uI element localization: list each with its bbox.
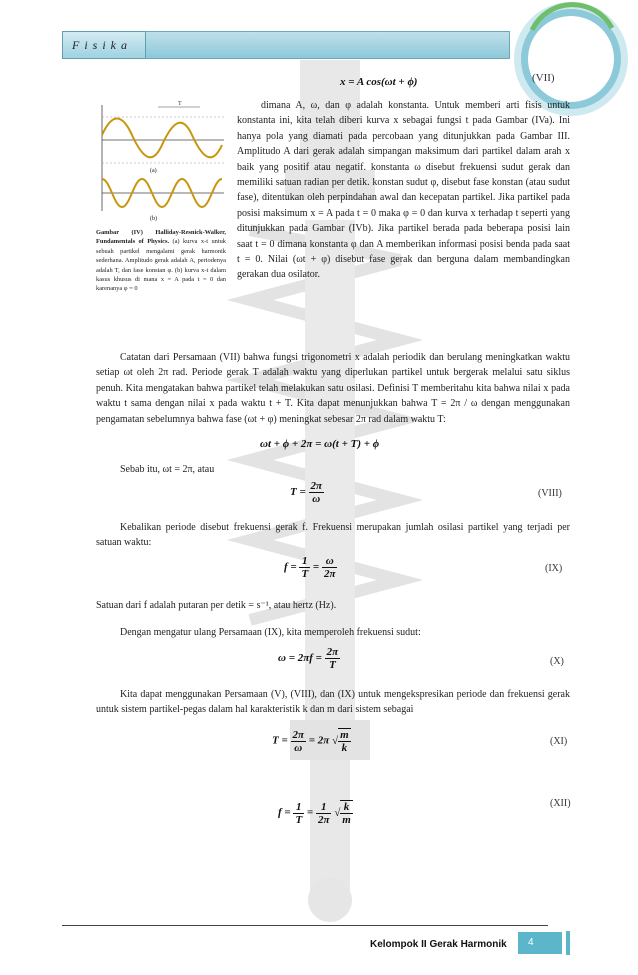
eq-xii-radicand-numerator: k [340,801,353,814]
subject-tab: F i s i k a [62,31,146,59]
equation-number-viii: (VIII) [538,488,562,499]
equation-x [278,646,340,671]
eq-x-lhs: ω = 2πf = [278,652,322,665]
page-number-edge [566,931,570,955]
eq-xi-lhs: T = [272,734,288,747]
eq-ix-fraction-a [299,555,310,580]
equation-vii: x = A cos(ωt + ϕ) [340,76,418,88]
eq-xi-sqrt-icon: √ [332,735,339,747]
eq-ix-b-denominator: 2π [323,568,336,580]
eq-x-denominator: T [329,659,336,671]
paragraph-angular-frequency: Dengan mengatur ulang Persamaan (IX), kita memperoleh frekuensi sudut: [120,627,421,638]
eq-xii-b-denominator: 2π [317,813,330,826]
eq-xii-sqrt-icon: √ [334,807,341,819]
eq-ix-lhs: f = [284,561,297,574]
paragraph-therefore: Sebab itu, ωt = 2π, atau [120,464,215,475]
eq-xii-b-numerator: 1 [316,801,332,814]
figure-wave-b [96,173,226,213]
eq-xi-middle: = 2π [308,734,330,747]
caption-title: Gambar (IV) Halliday-Resnick-Walker, Fundamentals of Physics. [96,229,226,246]
eq-xi-denominator: ω [294,741,303,754]
eq-ix-a-denominator: T [301,568,309,580]
eq-viii-numerator: 2π [310,480,323,492]
page-number: 4 [518,932,562,954]
equation-number-xi: (XI) [550,736,568,747]
eq-ix-b-numerator: ω [322,555,338,568]
eq-viii-denominator: ω [312,493,321,505]
eq-xi-radicand [338,728,351,754]
svg-text:T: T [178,101,182,107]
caption-body: (a) kurva x-t untuk sebuah partikel mengalami gerak harmonik sederhana. Amplitudo gerak adalah A, periodenya adalah T, dan fase konstan φ. (b) kurva x-t dalam kasus khusus di mana x = A pada t = 0 dan karenanya φ = 0 [96,238,226,293]
eq-ix-fraction-b [322,555,338,580]
eq-xi-radicand-numerator: m [340,729,349,741]
eq-viii-lhs: T = [290,486,306,499]
eq-xii-radicand-denominator: m [342,814,351,826]
eq-xii-radicand [340,800,353,826]
footer-title: Kelompok II Gerak Harmonik [370,939,507,950]
figure-b-label: (b) [150,216,157,222]
paragraph-spring-system: Kita dapat menggunakan Persamaan (V), (VIII), dan (IX) untuk mengekspresikan periode dan frekuensi gerak untuk sistem partikel-pegas dalam hal karakteristik k dan m dari sistem sebagai [96,689,570,716]
eq-xi-radicand-denominator: k [341,742,348,754]
paragraph-units: Satuan dari f adalah putaran per detik = s⁻¹, atau hertz (Hz). [96,600,337,611]
paragraph-frequency: Kebalikan periode disebut frekuensi gerak f. Frekuensi merupakan jumlah osilasi partikel yang terjadi per satuan waktu: [96,522,570,549]
eq-xii-lhs: f = [278,806,291,819]
equation-phase: ωt + ϕ + 2π = ω(t + T) + ϕ [260,438,380,450]
eq-xi-numerator: 2π [292,728,305,741]
eq-xii-fraction-a [293,801,304,826]
equation-ix [284,555,337,580]
paragraph-periodic: Catatan dari Persamaan (VII) bahwa fungsi trigonometri x adalah periodik dan berulang meningkatkan waktu setiap ωt oleh 2π rad. Periode gerak T adalah waktu yang diperlukan partikel untuk bergerak melalui satu siklus penuh. Kita mengatakan bahwa partikel telah melakukan satu osilasi. Definisi T memberitahu kita bahwa nilai x pada waktu t sama dengan nilai x pada waktu t + T. Kita dapat menunjukkan bahwa T = 2π / ω dengan menggunakan pengamatan sebelumnya bahwa fase (ωt + φ) meningkat sebesar 2π rad dalam waktu T: [96,352,570,425]
eq-ix-a-numerator: 1 [299,555,310,568]
footer-divider [62,925,548,926]
equation-xii [278,800,353,826]
eq-viii-fraction [309,480,325,505]
figure-caption [96,228,226,294]
equation-number-x: (X) [550,656,564,667]
equation-number-ix: (IX) [545,563,563,574]
equation-number-vii: (VII) [532,72,555,84]
equation-xi [272,728,351,754]
eq-xii-a-numerator: 1 [293,801,304,814]
eq-xii-fraction-b [316,801,332,826]
paragraph-constants: dimana A, ω, dan φ adalah konstanta. Untuk memberi arti fisis untuk konstanta ini, kita telah diberi kurva x sebagai fungsi t pada Gambar (IVa). Ini hanya pola yang diamati pada percobaan yang ditunjukkan pada Gambar III. Amplitudo A dari gerak adalah simpangan maksimum dari partikel dalam arah x baik yang positif atau negatif. konstanta ω disebut frekuensi sudut gerak dan memiliki satuan radian per detik. konstan sudut φ, disebut fase konstan (atau sudut fase), ditentukan oleh perpindahan awal dan kecepatan partikel. Jika partikel pada posisi maksimum x = A pada t = 0 maka φ = 0 dan kurva x terhadap t seperti yang ditunjukkan pada Gambar (IVb). Jika partikel berada pada beberapa posisi lain saat t = 0 dimana konstanta φ dan A memberikan informasi posisi benda pada saat t = 0. Nilai (ωt + φ) disebut fase gerak dan berguna dalam membandingkan gerakan dua osilator. [237,100,570,281]
equation-viii [290,480,324,505]
eq-x-fraction [325,646,341,671]
eq-xii-equals: = [306,806,314,819]
eq-ix-equals: = [312,561,320,574]
eq-xi-fraction [291,729,307,754]
eq-x-numerator: 2π [326,646,339,658]
eq-xii-a-denominator: T [295,813,303,826]
figure-a-label: (a) [150,168,157,174]
equation-number-xii: (XII) [550,798,571,809]
